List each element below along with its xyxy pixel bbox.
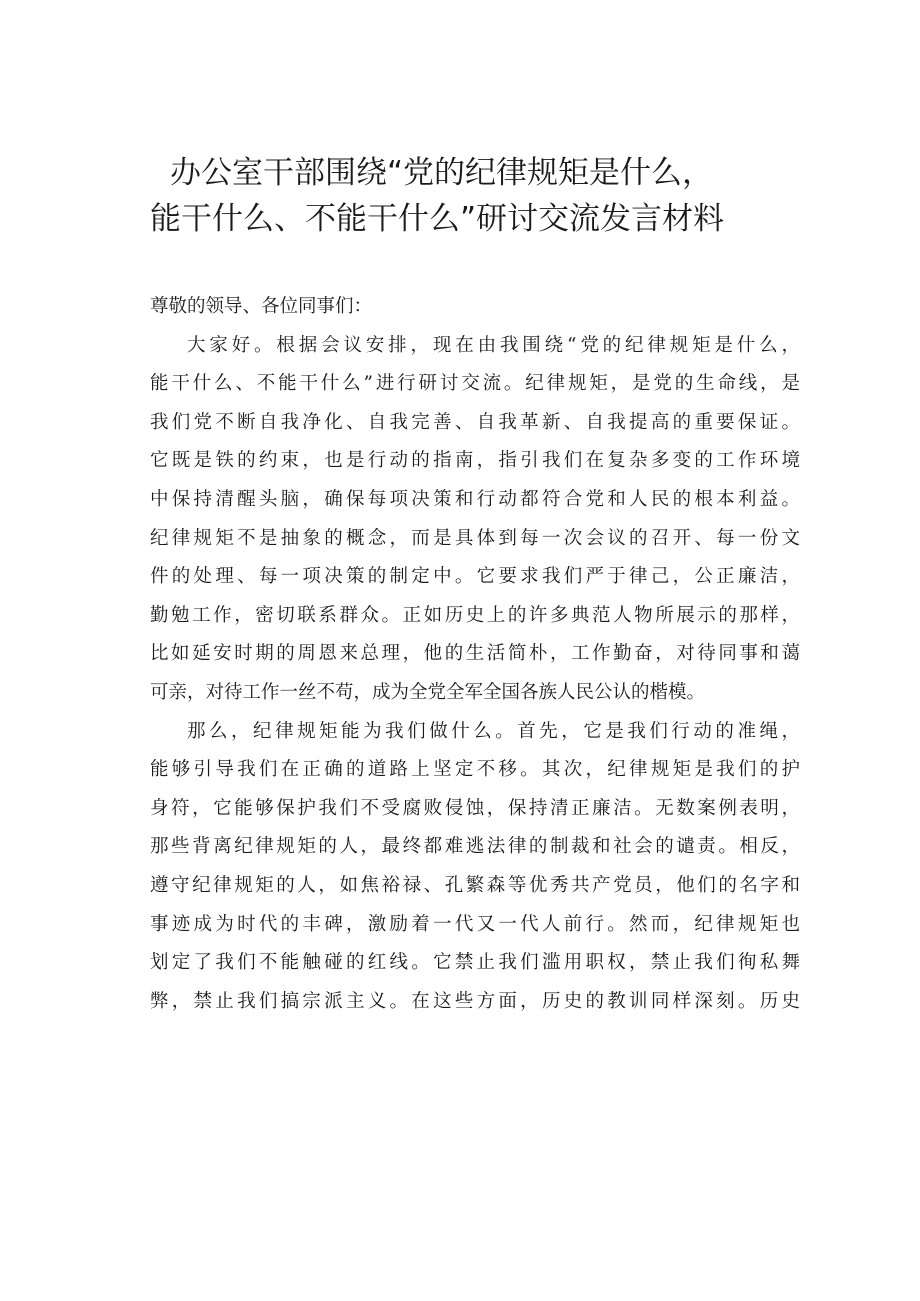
salutation: 尊敬的领导、各位同事们： (150, 296, 373, 317)
text-line: 它既是铁的约束，也是行动的指南，指引我们在复杂多变的工作环境 (150, 450, 800, 472)
text-line: 遵守纪律规矩的人，如焦裕禄、孔繁森等优秀共产党员，他们的名字和 (150, 874, 800, 896)
text-line: 大家好。根据会议安排，现在由我围绕“党的纪律规矩是什么， (187, 334, 800, 356)
text-line: 勤勉工作，密切联系群众。正如历史上的许多典范人物所展示的那样， (150, 604, 800, 626)
text-line: 件的处理、每一项决策的制定中。它要求我们严于律己，公正廉洁， (150, 566, 800, 588)
document-title (150, 150, 810, 242)
text-line: 划定了我们不能触碰的红线。它禁止我们滥用职权，禁止我们徇私舞 (150, 952, 800, 974)
document-body (150, 288, 800, 1021)
text-line: 能够引导我们在正确的道路上坚定不移。其次，纪律规矩是我们的护 (150, 759, 800, 781)
text-line: 那么，纪律规矩能为我们做什么。首先，它是我们行动的准绳， (187, 720, 800, 742)
paragraph-2 (150, 713, 800, 1022)
text-line: 能干什么、不能干什么”进行研讨交流。纪律规矩，是党的生命线，是 (150, 373, 800, 395)
text-line: 纪律规矩不是抽象的概念，而是具体到每一次会议的召开、每一份文 (150, 527, 800, 549)
text-line: 中保持清醒头脑，确保每项决策和行动都符合党和人民的根本利益。 (150, 488, 800, 510)
title-line: 办公室干部围绕“党的纪律规矩是什么， (170, 155, 714, 191)
text-line: 我们党不断自我净化、自我完善、自我革新、自我提高的重要保证。 (150, 411, 800, 433)
text-line: 可亲，对待工作一丝不苟，成为全党全军全国各族人民公认的楷模。 (150, 681, 706, 703)
paragraph-1 (150, 327, 800, 713)
text-line: 那些背离纪律规矩的人，最终都难逃法律的制裁和社会的谴责。相反， (150, 836, 800, 858)
text-line: 比如延安时期的周恩来总理，他的生活简朴，工作勤奋，对待同事和蔼 (150, 643, 800, 665)
text-line: 事迹成为时代的丰碑，激励着一代又一代人前行。然而，纪律规矩也 (150, 913, 800, 935)
text-line: 弊，禁止我们搞宗派主义。在这些方面，历史的教训同样深刻。历史 (150, 990, 800, 1012)
text-line: 身符，它能够保护我们不受腐败侵蚀，保持清正廉洁。无数案例表明， (150, 797, 800, 819)
title-line: 能干什么、不能干什么”研讨交流发言材料 (150, 201, 725, 237)
